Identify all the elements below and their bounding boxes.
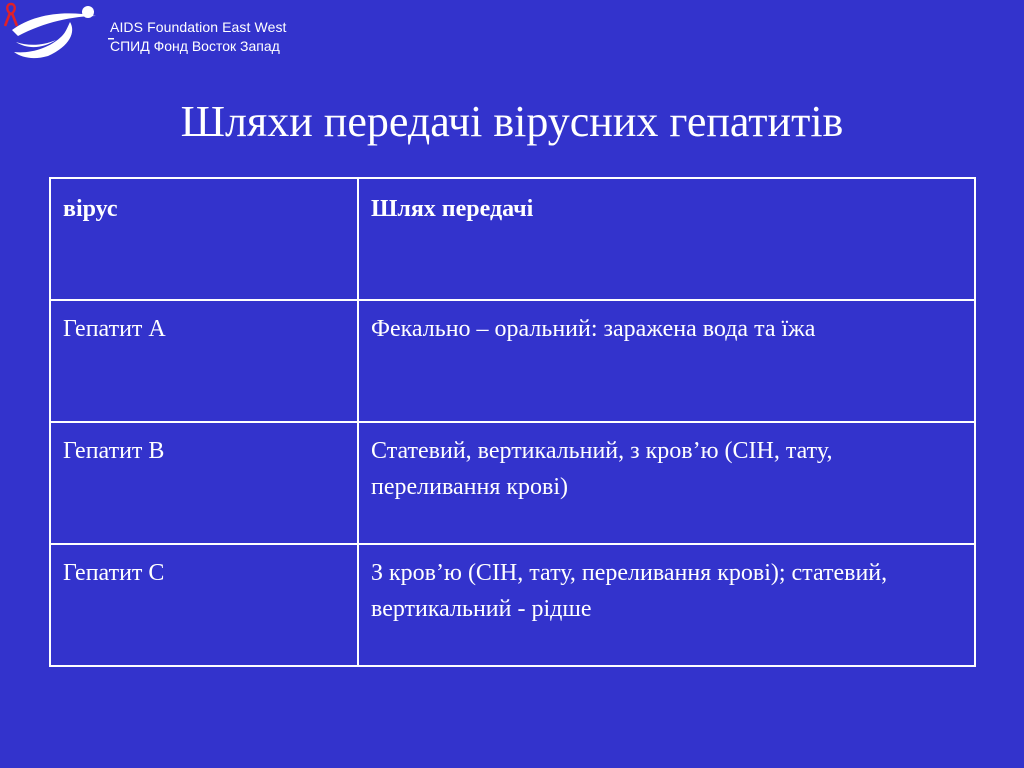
virus-cell: Гепатит А	[50, 300, 358, 422]
route-cell: Фекально – оральний: заражена вода та їжа	[358, 300, 975, 422]
header-virus: вірус	[50, 178, 358, 300]
aids-foundation-logo	[4, 2, 304, 62]
table-row	[50, 544, 975, 666]
virus-cell: Гепатит В	[50, 422, 358, 544]
route-cell: Статевий, вертикальний, з кров’ю (СІН, тату, переливання крові)	[358, 422, 975, 544]
table-header-row	[50, 178, 975, 300]
route-cell: З кров’ю (СІН, тату, переливання крові); статевий, вертикальний - рідше	[358, 544, 975, 666]
table-row	[50, 300, 975, 422]
transmission-table	[49, 177, 976, 667]
red-ribbon-icon	[4, 2, 18, 28]
logo-text-russian: СПИД Фонд Восток Запад	[110, 38, 280, 54]
table-row	[50, 422, 975, 544]
slide-title: Шляхи передачі вірусних гепатитів	[180, 97, 844, 146]
header-route: Шлях передачі	[358, 178, 975, 300]
logo-text-english: AIDS Foundation East West	[110, 19, 287, 35]
swoosh-figure-icon	[4, 2, 114, 62]
virus-cell: Гепатит С	[50, 544, 358, 666]
